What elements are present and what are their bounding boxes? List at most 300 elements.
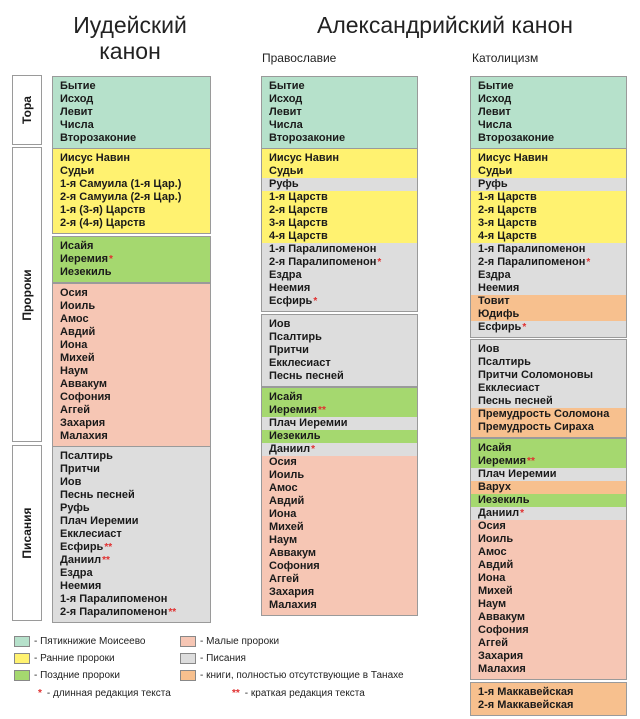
edition-asterisk: ** <box>527 456 535 467</box>
book-row <box>471 178 626 191</box>
book-title: 2-я Паралипоменон <box>60 606 168 618</box>
book-title: 2-я Паралипоменон <box>478 256 586 268</box>
book-row <box>471 369 626 382</box>
book-row <box>471 494 626 507</box>
catholic-book-group <box>470 438 627 680</box>
book-title: Иона <box>269 508 297 520</box>
book-title: 2-я Маккавейская <box>478 699 574 711</box>
group-padding <box>262 383 417 386</box>
orthodox-book-group <box>261 148 418 312</box>
legend-late-prophets-label: - Поздние пророки <box>34 670 121 682</box>
book-title: Числа <box>269 119 303 131</box>
book-row <box>471 191 626 204</box>
book-row <box>262 391 417 404</box>
book-title: Левит <box>60 106 93 118</box>
legend-single-asterisk: * <box>38 688 42 699</box>
book-row <box>262 230 417 243</box>
legend-early-prophets-label: - Ранние пророки <box>34 653 115 665</box>
book-row <box>471 204 626 217</box>
book-row <box>53 178 210 191</box>
book-row <box>262 331 417 344</box>
book-title: Есфирь <box>60 541 104 553</box>
book-title: Иов <box>269 318 291 330</box>
jewish-book-group <box>52 236 211 283</box>
book-row <box>471 624 626 637</box>
legend-swatch-early-prophets <box>14 653 30 664</box>
group-padding <box>471 676 626 679</box>
book-title: 2-я Самуила (2-я Цар.) <box>60 191 182 203</box>
book-row <box>53 339 210 352</box>
book-title: Исход <box>60 93 94 105</box>
book-row <box>471 481 626 494</box>
book-row <box>53 463 210 476</box>
book-title: Исайя <box>60 240 94 252</box>
book-row <box>471 295 626 308</box>
jewish-book-group <box>52 283 211 447</box>
book-row <box>471 93 626 106</box>
book-row <box>471 106 626 119</box>
edition-asterisk: * <box>313 296 318 307</box>
edition-asterisk: ** <box>318 405 326 416</box>
book-title: Иезекиль <box>60 266 112 278</box>
book-title: Захария <box>269 586 315 598</box>
book-title: Екклесиаст <box>478 382 540 394</box>
legend-swatch-writings <box>180 653 196 664</box>
book-title: Осия <box>60 287 88 299</box>
book-title: Екклесиаст <box>60 528 122 540</box>
edition-asterisk: * <box>377 257 382 268</box>
book-row <box>262 152 417 165</box>
book-row <box>262 295 417 308</box>
book-row <box>53 580 210 593</box>
book-row <box>53 352 210 365</box>
book-title: Товит <box>478 295 510 307</box>
book-title: Михей <box>269 521 304 533</box>
book-title: Ездра <box>478 269 511 281</box>
book-title: Софония <box>478 624 529 636</box>
book-title: Наум <box>269 534 298 546</box>
book-row <box>262 404 417 417</box>
book-title: Малахия <box>269 599 317 611</box>
alexandrian-canon-title: Александрийский канон <box>317 12 573 38</box>
book-row <box>262 106 417 119</box>
book-row <box>53 365 210 378</box>
book-title: Иоиль <box>269 469 305 481</box>
book-title: Плач Иеремии <box>60 515 139 527</box>
book-row <box>262 443 417 456</box>
book-title: Песнь песней <box>269 370 344 382</box>
book-title: Даниил <box>478 507 520 519</box>
book-row <box>471 408 626 421</box>
book-title: Иеремия <box>269 404 318 416</box>
book-row <box>471 282 626 295</box>
book-row <box>262 318 417 331</box>
book-title: Михей <box>60 352 95 364</box>
book-title: Аггей <box>60 404 90 416</box>
book-title: Ездра <box>269 269 302 281</box>
book-title: Числа <box>60 119 94 131</box>
book-title: 3-я Царств <box>269 217 328 229</box>
book-title: 1-я Самуила (1-я Цар.) <box>60 178 182 190</box>
catholic-book-group <box>470 682 627 716</box>
book-row <box>471 382 626 395</box>
book-title: Числа <box>478 119 512 131</box>
book-title: 4-я Царств <box>269 230 328 242</box>
book-row <box>53 541 210 554</box>
book-row <box>53 106 210 119</box>
legend-swatch-pentateuch <box>14 636 30 647</box>
book-row <box>53 266 210 279</box>
jewish-canon-title <box>40 12 220 64</box>
book-row <box>53 450 210 463</box>
book-row <box>262 417 417 430</box>
book-row <box>262 204 417 217</box>
book-title: Псалтирь <box>60 450 113 462</box>
book-title: Неемия <box>478 282 520 294</box>
book-title: Песнь песней <box>60 489 135 501</box>
jewish-book-group <box>52 446 211 623</box>
book-row <box>471 585 626 598</box>
book-title: Левит <box>269 106 302 118</box>
book-title: Малахия <box>60 430 108 442</box>
book-row <box>53 313 210 326</box>
book-row <box>262 217 417 230</box>
book-title: 4-я Царств <box>478 230 537 242</box>
book-row <box>262 344 417 357</box>
catholic-book-group <box>470 148 627 338</box>
book-row <box>262 119 417 132</box>
book-row <box>53 217 210 230</box>
book-title: Варух <box>478 481 512 493</box>
book-title: Екклесиаст <box>269 357 331 369</box>
book-row <box>262 560 417 573</box>
book-title: Притчи <box>269 344 309 356</box>
book-title: Есфирь <box>478 321 522 333</box>
book-row <box>53 515 210 528</box>
book-row <box>262 243 417 256</box>
book-title: Руфь <box>60 502 90 514</box>
book-title: Иов <box>478 343 500 355</box>
book-title: Исход <box>478 93 512 105</box>
book-title: Осия <box>478 520 506 532</box>
book-title: Исайя <box>478 442 512 454</box>
book-row <box>53 417 210 430</box>
book-title: Бытие <box>269 80 305 92</box>
book-row <box>53 80 210 93</box>
orthodox-book-group <box>261 76 418 149</box>
book-row <box>471 230 626 243</box>
legend-long-edition <box>38 688 171 699</box>
legend-swatch-minor-prophets <box>180 636 196 647</box>
book-row <box>53 378 210 391</box>
book-row <box>471 611 626 624</box>
book-row <box>471 455 626 468</box>
book-title: Иона <box>478 572 506 584</box>
legend-absent-label: - книги, полностью отсутствующие в Танахе <box>200 670 404 682</box>
group-padding <box>471 334 626 337</box>
book-title: Второзаконие <box>269 132 346 144</box>
book-row <box>471 598 626 611</box>
book-row <box>471 686 626 699</box>
book-title: 1-я Паралипоменон <box>60 593 168 605</box>
book-title: Аггей <box>478 637 508 649</box>
book-title: Иов <box>60 476 82 488</box>
book-row <box>262 370 417 383</box>
book-row <box>262 256 417 269</box>
book-title: Малахия <box>478 663 526 675</box>
book-title: Судьи <box>269 165 304 177</box>
book-row <box>53 476 210 489</box>
book-row <box>471 217 626 230</box>
legend-writings-label: - Писания <box>200 653 246 665</box>
legend-early-prophets <box>14 653 115 664</box>
group-padding <box>262 308 417 311</box>
book-title: Аввакум <box>478 611 526 623</box>
book-title: Притчи <box>60 463 100 475</box>
book-row <box>262 80 417 93</box>
book-title: Неемия <box>269 282 311 294</box>
book-row <box>262 508 417 521</box>
jewish-book-group <box>52 76 211 149</box>
book-row <box>262 430 417 443</box>
book-title: 2-я Паралипоменон <box>269 256 377 268</box>
book-title: Авдий <box>60 326 96 338</box>
book-row <box>471 559 626 572</box>
orthodox-book-group <box>261 387 418 616</box>
book-row <box>262 573 417 586</box>
book-title: Иисус Навин <box>269 152 340 164</box>
torah-section-label-box <box>12 75 42 145</box>
book-title: Руфь <box>269 178 299 190</box>
catholic-book-group <box>470 339 627 438</box>
book-row <box>471 507 626 520</box>
book-row <box>471 321 626 334</box>
edition-asterisk: * <box>311 444 316 455</box>
legend-double-asterisk: ** <box>232 688 240 699</box>
book-row <box>471 243 626 256</box>
book-title: Песнь песней <box>478 395 553 407</box>
book-row <box>53 567 210 580</box>
book-row <box>471 308 626 321</box>
book-row <box>53 204 210 217</box>
book-title: Аввакум <box>269 547 317 559</box>
book-row <box>53 93 210 106</box>
book-title: Исход <box>269 93 303 105</box>
book-title: Второзаконие <box>60 132 137 144</box>
book-title: 2-я (4-я) Царств <box>60 217 146 229</box>
book-row <box>53 191 210 204</box>
edition-asterisk: * <box>522 322 527 333</box>
book-title: Амос <box>60 313 89 325</box>
book-row <box>262 534 417 547</box>
book-row <box>471 533 626 546</box>
book-row <box>53 391 210 404</box>
prophets-section-label: Пророки <box>20 268 34 321</box>
book-row <box>262 269 417 282</box>
jewish-book-group <box>52 148 211 234</box>
legend-pentateuch <box>14 636 145 647</box>
book-row <box>53 528 210 541</box>
book-title: Аггей <box>269 573 299 585</box>
book-title: Юдифь <box>478 308 520 320</box>
book-row <box>53 404 210 417</box>
book-row <box>53 119 210 132</box>
book-row <box>471 132 626 145</box>
book-title: Руфь <box>478 178 508 190</box>
book-title: Захария <box>60 417 106 429</box>
book-row <box>471 256 626 269</box>
legend-swatch-late-prophets <box>14 670 30 681</box>
legend-short-edition <box>232 688 365 699</box>
book-row <box>53 287 210 300</box>
book-title: Премудрость Соломона <box>478 408 610 420</box>
orthodoxy-subtitle: Православие <box>262 51 337 65</box>
book-row <box>471 80 626 93</box>
book-row <box>262 93 417 106</box>
book-row <box>262 482 417 495</box>
book-title: Иисус Навин <box>60 152 131 164</box>
book-row <box>262 165 417 178</box>
book-title: Псалтирь <box>269 331 322 343</box>
book-title: Иезекиль <box>269 430 321 442</box>
book-row <box>471 468 626 481</box>
group-padding <box>471 434 626 437</box>
book-title: Наум <box>60 365 89 377</box>
book-title: Судьи <box>478 165 513 177</box>
book-row <box>471 269 626 282</box>
book-title: Иисус Навин <box>478 152 549 164</box>
book-row <box>262 586 417 599</box>
book-title: Иеремия <box>478 455 527 467</box>
writings-section-label-box <box>12 445 42 621</box>
book-row <box>471 546 626 559</box>
book-title: Софония <box>269 560 320 572</box>
book-title: Захария <box>478 650 524 662</box>
book-title: Амос <box>478 546 507 558</box>
book-title: Исайя <box>269 391 303 403</box>
legend-swatch-absent <box>180 670 196 681</box>
orthodox-book-group <box>261 314 418 387</box>
book-row <box>262 599 417 612</box>
book-row <box>262 282 417 295</box>
book-row <box>471 442 626 455</box>
book-title: Иезекиль <box>478 494 530 506</box>
book-title: 1-я Царств <box>478 191 537 203</box>
book-title: Иеремия <box>60 253 109 265</box>
book-row <box>471 421 626 434</box>
book-row <box>53 240 210 253</box>
book-title: 2-я Царств <box>478 204 537 216</box>
group-padding <box>471 712 626 715</box>
group-padding <box>262 612 417 615</box>
book-title: Амос <box>269 482 298 494</box>
legend-minor-prophets <box>180 636 279 647</box>
legend-minor-prophets-label: - Малые пророки <box>200 636 280 648</box>
book-title: Псалтирь <box>478 356 531 368</box>
catholic-book-group <box>470 76 627 149</box>
book-row <box>262 132 417 145</box>
book-title: Второзаконие <box>478 132 555 144</box>
book-row <box>262 521 417 534</box>
legend-short-edition-label: - краткая редакция текста <box>244 688 365 699</box>
jewish-title-line1: Иудейский <box>73 12 187 38</box>
book-row <box>262 469 417 482</box>
book-row <box>53 165 210 178</box>
book-row <box>471 356 626 369</box>
book-row <box>53 489 210 502</box>
book-title: Неемия <box>60 580 102 592</box>
edition-asterisk: ** <box>168 607 177 618</box>
writings-section-label: Писания <box>20 507 34 559</box>
book-row <box>262 547 417 560</box>
book-row <box>471 119 626 132</box>
book-title: Бытие <box>60 80 96 92</box>
book-title: Наум <box>478 598 507 610</box>
book-row <box>53 430 210 443</box>
legend-writings <box>180 653 246 664</box>
book-title: Иоиль <box>60 300 96 312</box>
book-row <box>53 502 210 515</box>
legend-absent <box>180 670 404 681</box>
book-row <box>471 663 626 676</box>
book-title: Бытие <box>478 80 514 92</box>
book-title: Премудрость Сираха <box>478 421 594 433</box>
book-title: Судьи <box>60 165 95 177</box>
book-title: 1-я Паралипоменон <box>269 243 377 255</box>
jewish-title-line2: канон <box>99 38 161 64</box>
book-row <box>471 572 626 585</box>
book-title: Даниил <box>269 443 311 455</box>
book-title: Иоиль <box>478 533 514 545</box>
legend-pentateuch-label: - Пятикнижие Моисеево <box>34 636 146 648</box>
book-title: Авдий <box>478 559 514 571</box>
book-title: Плач Иеремии <box>478 468 557 480</box>
book-title: 1-я Паралипоменон <box>478 243 586 255</box>
torah-section-label: Тора <box>20 96 34 124</box>
legend-long-edition-label: - длинная редакция текста <box>46 688 171 699</box>
book-title: Авдий <box>269 495 305 507</box>
book-title: Плач Иеремии <box>269 417 348 429</box>
book-row <box>262 456 417 469</box>
book-title: Аввакум <box>60 378 108 390</box>
edition-asterisk: ** <box>104 542 113 553</box>
book-title: 2-я Царств <box>269 204 328 216</box>
book-title: Софония <box>60 391 111 403</box>
book-title: Осия <box>269 456 297 468</box>
book-row <box>262 191 417 204</box>
catholicism-subtitle: Католицизм <box>472 51 539 65</box>
book-row <box>53 132 210 145</box>
book-row <box>471 165 626 178</box>
book-title: Ездра <box>60 567 93 579</box>
book-title: Михей <box>478 585 513 597</box>
book-row <box>471 152 626 165</box>
edition-asterisk: * <box>520 508 525 519</box>
book-row <box>53 152 210 165</box>
book-row <box>262 495 417 508</box>
book-row <box>471 637 626 650</box>
book-row <box>471 699 626 712</box>
book-title: Даниил <box>60 554 102 566</box>
book-row <box>471 343 626 356</box>
book-row <box>471 395 626 408</box>
book-row <box>471 650 626 663</box>
book-title: Иона <box>60 339 88 351</box>
book-row <box>262 178 417 191</box>
book-row <box>53 300 210 313</box>
book-row <box>471 520 626 533</box>
book-title: 3-я Царств <box>478 217 537 229</box>
